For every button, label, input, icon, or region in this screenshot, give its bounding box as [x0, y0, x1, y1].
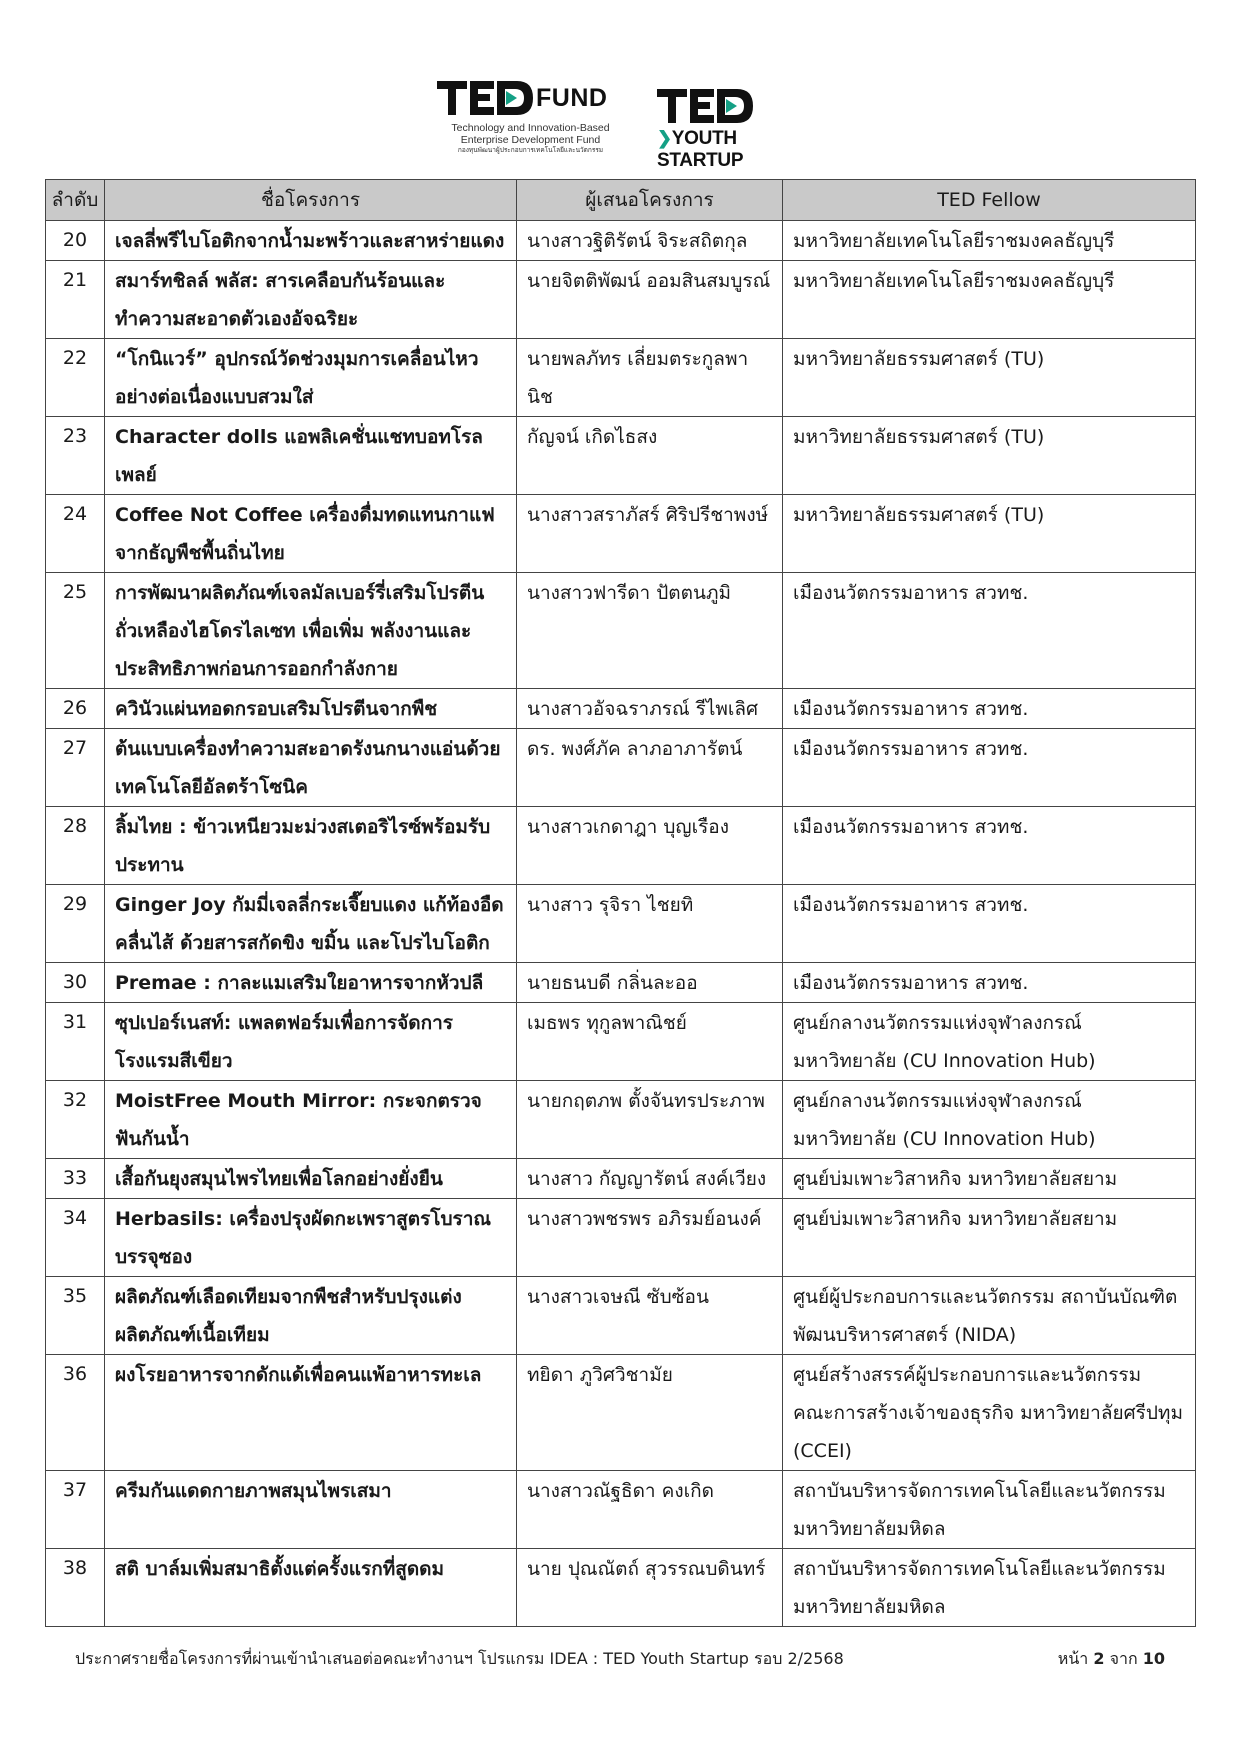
- table-row: [46, 1081, 1196, 1159]
- ted-youth-startup-logo: [657, 86, 807, 171]
- table-row: [46, 963, 1196, 1003]
- col-header-ted-fellow: TED Fellow: [783, 180, 1196, 221]
- cell-ted-fellow: ศูนย์กลางนวัตกรรมแห่งจุฬาลงกรณ์มหาวิทยาลัย (CU Innovation Hub): [783, 1081, 1196, 1159]
- chevron-right-icon: ❯: [657, 128, 672, 148]
- cell-order: 31: [46, 1003, 105, 1081]
- cell-ted-fellow: ศูนย์สร้างสรรค์ผู้ประกอบการและนวัตกรรม คณะการสร้างเจ้าของธุรกิจ มหาวิทยาลัยศรีปทุม (CCEI): [783, 1355, 1196, 1471]
- cell-project-name: ต้นแบบเครื่องทำความสะอาดรังนกนางแอ่นด้วยเทคโนโลยีอัลตร้าโซนิค: [105, 729, 517, 807]
- tagline-thai: กองทุนพัฒนาผู้ประกอบการเทคโนโลยีและนวัตกรรม: [457, 147, 604, 154]
- cell-order: 24: [46, 495, 105, 573]
- cell-project-name: Ginger Joy กัมมี่เจลลี่กระเจี๊ยบแดง แก้ท้องอืด คลื่นไส้ ด้วยสารสกัดขิง ขมิ้น และโปรไบโอติก: [105, 885, 517, 963]
- col-header-proposer: ผู้เสนอโครงการ: [517, 180, 783, 221]
- header-logos: [0, 78, 1240, 171]
- cell-project-name: ซุปเปอร์เนสท์: แพลตฟอร์มเพื่อการจัดการโรงแรมสีเขียว: [105, 1003, 517, 1081]
- cell-order: 37: [46, 1471, 105, 1549]
- cell-project-name: Character dolls แอพลิเคชั่นแชทบอทโรลเพลย์: [105, 417, 517, 495]
- cell-order: 29: [46, 885, 105, 963]
- cell-order: 30: [46, 963, 105, 1003]
- cell-proposer: นายจิตติพัฒน์ ออมสินสมบูรณ์: [517, 261, 783, 339]
- table-row: [46, 1003, 1196, 1081]
- cell-order: 32: [46, 1081, 105, 1159]
- cell-order: 27: [46, 729, 105, 807]
- fund-wordmark: FUND: [536, 84, 608, 112]
- page-number: [1058, 1647, 1165, 1672]
- cell-proposer: นางสาวเจษณี ซับซ้อน: [517, 1277, 783, 1355]
- cell-ted-fellow: สถาบันบริหารจัดการเทคโนโลยีและนวัตกรรม มหาวิทยาลัยมหิดล: [783, 1549, 1196, 1627]
- cell-proposer: นายพลภัทร เลี่ยมตระกูลพานิช: [517, 339, 783, 417]
- page-total: 10: [1142, 1649, 1165, 1668]
- cell-proposer: ดร. พงศ์ภัค ลาภอาภารัตน์: [517, 729, 783, 807]
- cell-project-name: Coffee Not Coffee เครื่องดื่มทดแทนกาแฟจากธัญพืชพื้นถิ่นไทย: [105, 495, 517, 573]
- table-row: [46, 573, 1196, 689]
- cell-project-name: สติ บาล์มเพิ่มสมาธิตั้งแต่ครั้งแรกที่สูดดม: [105, 1549, 517, 1627]
- cell-ted-fellow: สถาบันบริหารจัดการเทคโนโลยีและนวัตกรรม มหาวิทยาลัยมหิดล: [783, 1471, 1196, 1549]
- cell-ted-fellow: เมืองนวัตกรรมอาหาร สวทช.: [783, 885, 1196, 963]
- cell-order: 25: [46, 573, 105, 689]
- cell-project-name: เจลลี่พรีไบโอติกจากน้ำมะพร้าวและสาหร่ายแดง: [105, 221, 517, 261]
- table-row: [46, 261, 1196, 339]
- cell-proposer: นางสาวณัฐธิดา คงเกิด: [517, 1471, 783, 1549]
- cell-project-name: ลิ้มไทย : ข้าวเหนียวมะม่วงสเตอริไรซ์พร้อมรับประทาน: [105, 807, 517, 885]
- table-body: [46, 221, 1196, 1627]
- project-table: [45, 179, 1196, 1627]
- cell-project-name: เสื้อกันยุงสมุนไพรไทยเพื่อโลกอย่างยั่งยืน: [105, 1159, 517, 1199]
- cell-order: 21: [46, 261, 105, 339]
- cell-project-name: สมาร์ทชิลล์ พลัส: สารเคลือบกันร้อนและทำความสะอาดตัวเองอัจฉริยะ: [105, 261, 517, 339]
- ted-fund-logo: [437, 78, 617, 163]
- cell-ted-fellow: มหาวิทยาลัยธรรมศาสตร์ (TU): [783, 339, 1196, 417]
- table-row: [46, 339, 1196, 417]
- youth-startup-wordmark: [657, 128, 807, 172]
- cell-proposer: นางสาวเกดาฎา บุญเรือง: [517, 807, 783, 885]
- cell-proposer: กัญจน์ เกิดไธสง: [517, 417, 783, 495]
- page-of-label: จาก: [1109, 1649, 1138, 1668]
- cell-proposer: นางสาวฟารีดา ปัตตนภูมิ: [517, 573, 783, 689]
- cell-project-name: การพัฒนาผลิตภัณฑ์เจลมัลเบอร์รี่เสริมโปรตีนถั่วเหลืองไฮโดรไลเซท เพื่อเพิ่ม พลังงานและประสิทธิภาพก่อนการออกกำลังกาย: [105, 573, 517, 689]
- cell-order: 35: [46, 1277, 105, 1355]
- cell-order: 28: [46, 807, 105, 885]
- cell-proposer: นางสาว รุจิรา ไชยทิ: [517, 885, 783, 963]
- cell-project-name: Premae : กาละแมเสริมใยอาหารจากหัวปลี: [105, 963, 517, 1003]
- table-row: [46, 221, 1196, 261]
- cell-project-name: ควินัวแผ่นทอดกรอบเสริมโปรตีนจากพืช: [105, 689, 517, 729]
- table-header-row: [46, 180, 1196, 221]
- cell-ted-fellow: ศูนย์บ่มเพาะวิสาหกิจ มหาวิทยาลัยสยาม: [783, 1199, 1196, 1277]
- tagline-line-2: Enterprise Development Fund: [460, 134, 601, 146]
- cell-proposer: ทยิดา ภูวิศวิชามัย: [517, 1355, 783, 1471]
- cell-proposer: นายกฤตภพ ตั้งจันทรประภาพ: [517, 1081, 783, 1159]
- cell-project-name: MoistFree Mouth Mirror: กระจกตรวจฟันกันน้ำ: [105, 1081, 517, 1159]
- cell-proposer: นายธนบดี กลิ่นละออ: [517, 963, 783, 1003]
- page-current: 2: [1093, 1649, 1105, 1668]
- table-row: [46, 807, 1196, 885]
- ted-fund-tagline: [443, 122, 618, 155]
- cell-order: 20: [46, 221, 105, 261]
- cell-project-name: “โกนิแวร์” อุปกรณ์วัดช่วงมุมการเคลื่อนไหวอย่างต่อเนื่องแบบสวมใส่: [105, 339, 517, 417]
- cell-project-name: Herbasils: เครื่องปรุงผัดกะเพราสูตรโบราณบรรจุซอง: [105, 1199, 517, 1277]
- cell-proposer: นางสาวสราภัสร์ ศิริปรีชาพงษ์: [517, 495, 783, 573]
- cell-order: 36: [46, 1355, 105, 1471]
- cell-order: 34: [46, 1199, 105, 1277]
- table-row: [46, 495, 1196, 573]
- cell-ted-fellow: เมืองนวัตกรรมอาหาร สวทช.: [783, 963, 1196, 1003]
- table-row: [46, 417, 1196, 495]
- cell-proposer: เมธพร ทุกูลพาณิชย์: [517, 1003, 783, 1081]
- cell-project-name: ผงโรยอาหารจากดักแด้เพื่อคนแพ้อาหารทะเล: [105, 1355, 517, 1471]
- col-header-order: ลำดับ: [46, 180, 105, 221]
- cell-ted-fellow: ศูนย์บ่มเพาะวิสาหกิจ มหาวิทยาลัยสยาม: [783, 1159, 1196, 1199]
- table-row: [46, 1277, 1196, 1355]
- ted-logo-mark-icon: [437, 78, 535, 118]
- cell-proposer: นางสาวพชรพร อภิรมย์อนงค์: [517, 1199, 783, 1277]
- table-row: [46, 729, 1196, 807]
- cell-proposer: นาย ปุณณัตถ์ สุวรรณบดินทร์: [517, 1549, 783, 1627]
- cell-order: 38: [46, 1549, 105, 1627]
- cell-order: 22: [46, 339, 105, 417]
- cell-ted-fellow: เมืองนวัตกรรมอาหาร สวทช.: [783, 573, 1196, 689]
- tagline-line-1: Technology and Innovation-Based: [451, 122, 610, 134]
- cell-proposer: นางสาวฐิติรัตน์ จิระสถิตกุล: [517, 221, 783, 261]
- table-row: [46, 1549, 1196, 1627]
- cell-ted-fellow: มหาวิทยาลัยธรรมศาสตร์ (TU): [783, 417, 1196, 495]
- cell-ted-fellow: เมืองนวัตกรรมอาหาร สวทช.: [783, 729, 1196, 807]
- page-label: หน้า: [1057, 1649, 1089, 1668]
- cell-project-name: ผลิตภัณฑ์เลือดเทียมจากพืชสำหรับปรุงแต่งผลิตภัณฑ์เนื้อเทียม: [105, 1277, 517, 1355]
- table-row: [46, 1355, 1196, 1471]
- cell-ted-fellow: ศูนย์ผู้ประกอบการและนวัตกรรม สถาบันบัณฑิตพัฒนบริหารศาสตร์ (NIDA): [783, 1277, 1196, 1355]
- cell-proposer: นางสาว กัญญารัตน์ สงค์เวียง: [517, 1159, 783, 1199]
- table-row: [46, 885, 1196, 963]
- table-row: [46, 1199, 1196, 1277]
- cell-order: 26: [46, 689, 105, 729]
- cell-ted-fellow: เมืองนวัตกรรมอาหาร สวทช.: [783, 807, 1196, 885]
- cell-ted-fellow: มหาวิทยาลัยเทคโนโลยีราชมงคลธัญบุรี: [783, 221, 1196, 261]
- table-row: [46, 689, 1196, 729]
- cell-ted-fellow: มหาวิทยาลัยธรรมศาสตร์ (TU): [783, 495, 1196, 573]
- ted-youth-mark-icon: [657, 86, 755, 126]
- cell-ted-fellow: ศูนย์กลางนวัตกรรมแห่งจุฬาลงกรณ์มหาวิทยาลัย (CU Innovation Hub): [783, 1003, 1196, 1081]
- cell-order: 33: [46, 1159, 105, 1199]
- cell-ted-fellow: เมืองนวัตกรรมอาหาร สวทช.: [783, 689, 1196, 729]
- footer-announcement: ประกาศรายชื่อโครงการที่ผ่านเข้านำเสนอต่อคณะทำงานฯ โปรแกรม IDEA : TED Youth Startup รอบ 2/2568: [75, 1649, 844, 1668]
- cell-ted-fellow: มหาวิทยาลัยเทคโนโลยีราชมงคลธัญบุรี: [783, 261, 1196, 339]
- youth-startup-text: YOUTH STARTUP: [657, 128, 744, 171]
- cell-order: 23: [46, 417, 105, 495]
- table-row: [46, 1159, 1196, 1199]
- cell-proposer: นางสาวอัจฉราภรณ์ รีไพเลิศ: [517, 689, 783, 729]
- table-row: [46, 1471, 1196, 1549]
- col-header-project-name: ชื่อโครงการ: [105, 180, 517, 221]
- cell-project-name: ครีมกันแดดกายภาพสมุนไพรเสมา: [105, 1471, 517, 1549]
